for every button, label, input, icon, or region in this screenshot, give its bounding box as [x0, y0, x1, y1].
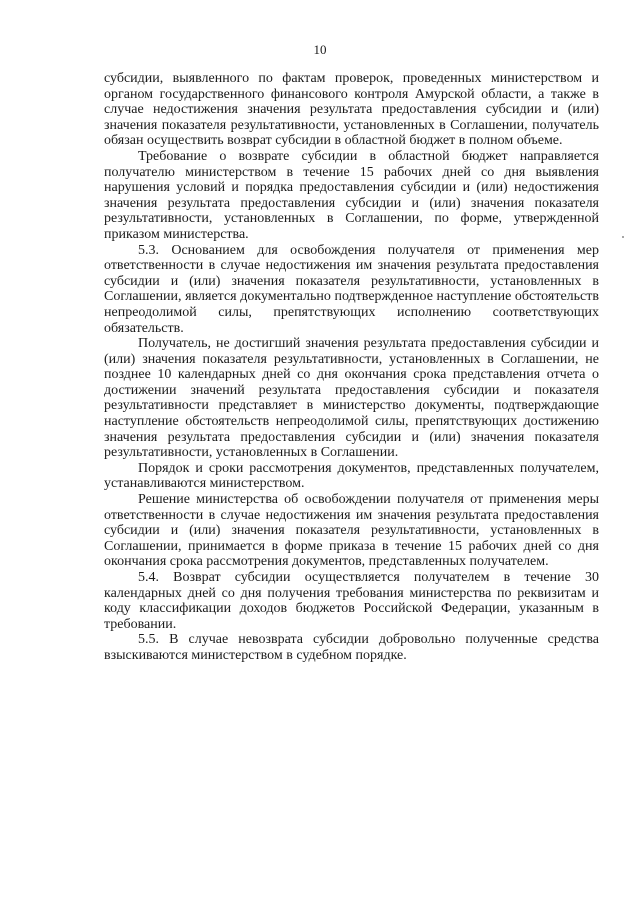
- page-number: 10: [313, 42, 327, 57]
- paragraph-ministry-decision: Решение министерства об освобождении получателя от применения меры ответственности в случае недостижения им значения результата предоставления субсидии и (или) значения показателя результативности, установленных в Соглашении, принимается в форме приказа в течение 15 рабочих дней со дня окончания срока рассмотрения документов, представленных получателем.: [104, 492, 599, 570]
- paragraph-recipient-documents: Получатель, не достигший значения результата предоставления субсидии и (или) значения показателя результативности, установленных в Соглашении, не позднее 10 календарных дней со дня окончания срока представления отчета о достижении значений результата предоставления субсидии и показателя результативности представляет в министерство документы, подтверждающие наступление обстоятельств непреодолимой силы, препятствующих достижению значения результата предоставления субсидии и (или) значения показателя результативности, установленных в Соглашении.: [104, 336, 599, 461]
- paragraph-5-5: 5.5. В случае невозврата субсидии добровольно полученные средства взыскиваются министерством в судебном порядке.: [104, 632, 599, 663]
- scan-speck: [622, 236, 624, 238]
- document-body: [104, 71, 599, 664]
- paragraph-refund-demand: Требование о возврате субсидии в областной бюджет направляется получателю министерством в течение 15 рабочих дней со дня выявления нарушения условий и порядка предоставления субсидии и (или) недостижения значения результата предоставления субсидии и (или) значения показателя результативности, установленных в Соглашении, по форме, утвержденной приказом министерства.: [104, 148, 599, 242]
- paragraph-5-3: 5.3. Основанием для освобождения получателя от применения мер ответственности в случае недостижения им значения результата предоставления субсидии и (или) значения показателя результативности, установленных в Соглашении, является документально подтвержденное наступление обстоятельств непреодолимой силы, препятствующих исполнению соответствующих обязательств.: [104, 242, 599, 336]
- paragraph-5-4: 5.4. Возврат субсидии осуществляется получателем в течение 30 календарных дней со дня получения требования министерства по реквизитам и коду классификации доходов бюджетов Российской Федерации, указанным в требовании.: [104, 570, 599, 632]
- paragraph-review-procedure: Порядок и сроки рассмотрения документов, представленных получателем, устанавливаются министерством.: [104, 460, 599, 492]
- paragraph-continuation: субсидии, выявленного по фактам проверок, проведенных министерством и органом государственного финансового контроля Амурской области, а также в случае недостижения значения результата предоставления субсидии и (или) значения показателя результативности, установленных в Соглашении, получатель обязан осуществить возврат субсидии в областной бюджет в полном объеме.: [104, 71, 599, 149]
